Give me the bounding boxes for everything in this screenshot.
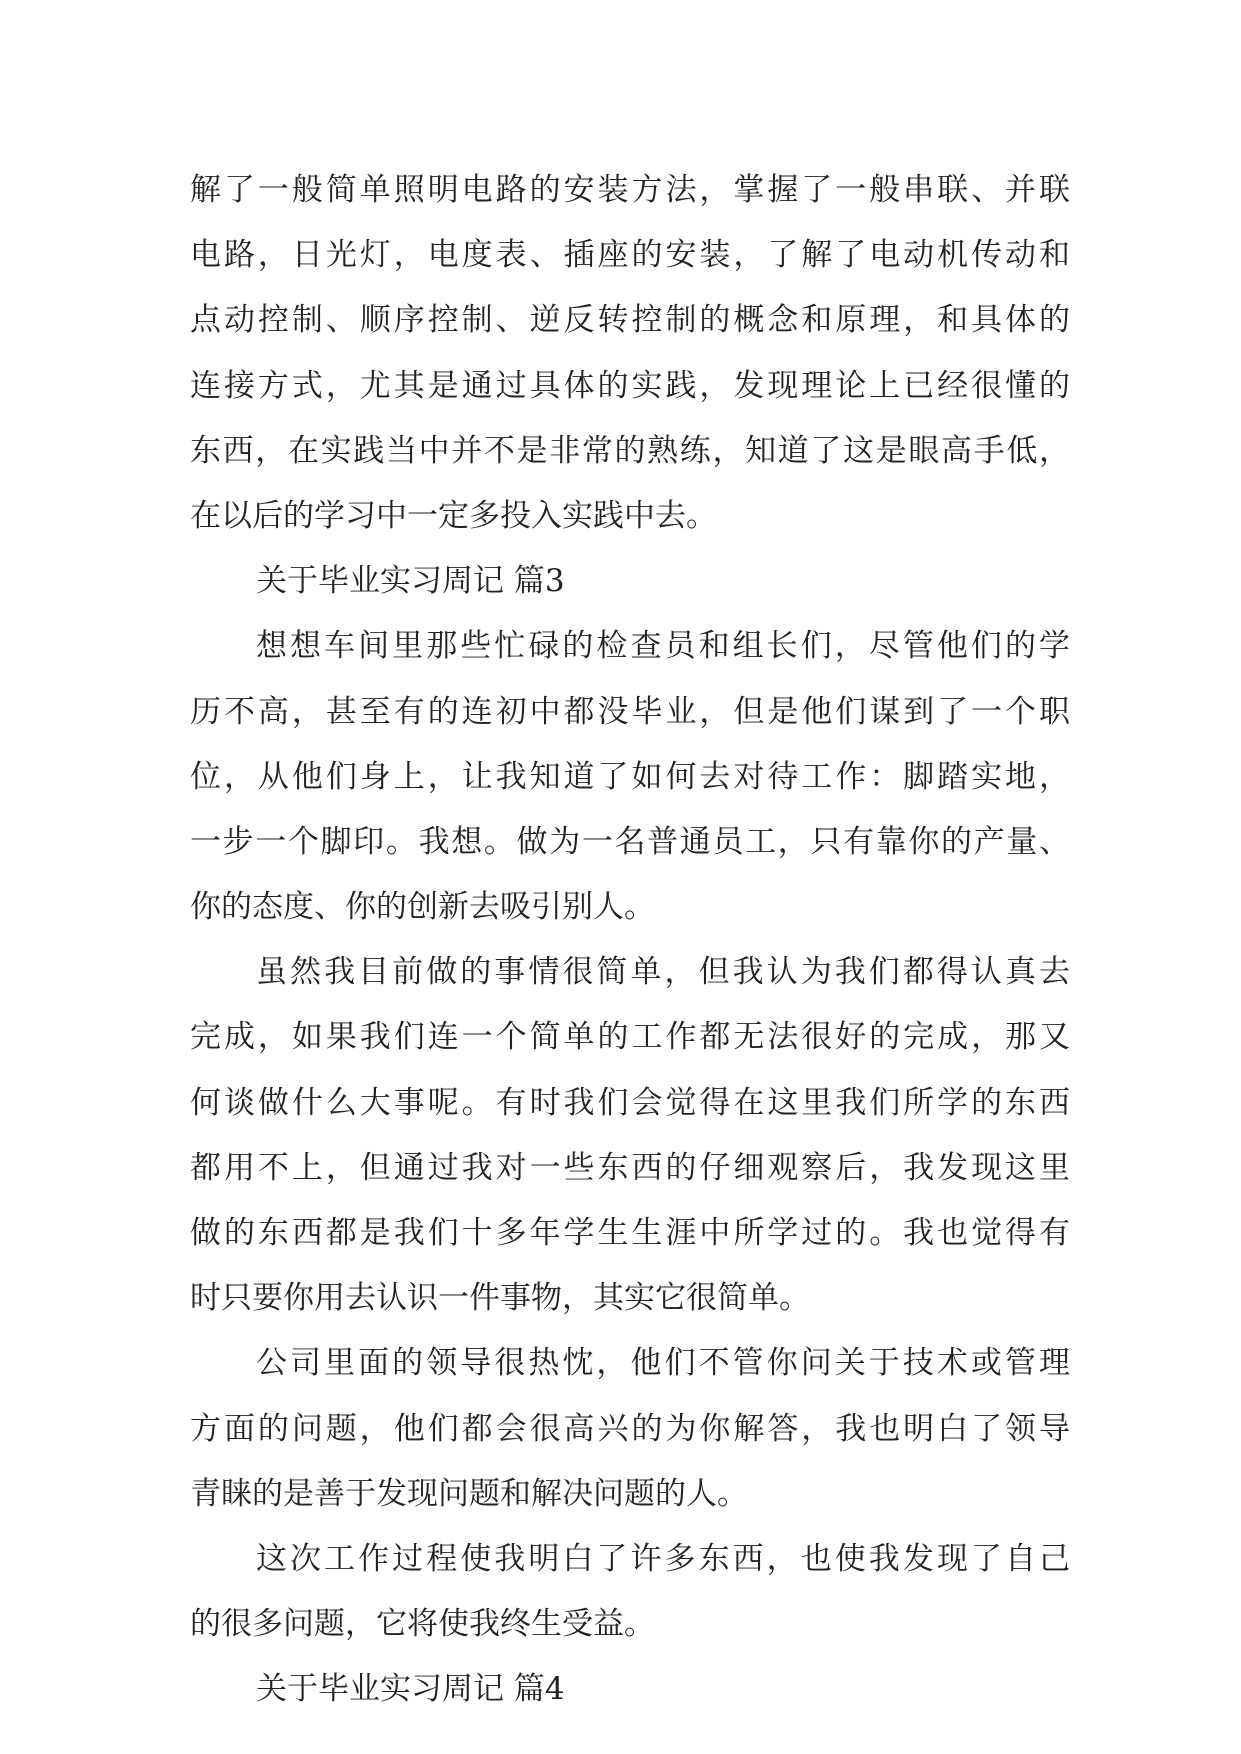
text-line: 连接方式，尤其是通过具体的实践，发现理论上已经很懂的 [190,367,1070,404]
text-line: 完成，如果我们连一个简单的工作都无法很好的完成，那又 [190,1019,1070,1056]
text-line: 的很多问题，它将使我终生受益。 [190,1606,655,1643]
text-line: 青睐的是善于发现问题和解决问题的人。 [190,1475,748,1512]
text-line: 东西，在实践当中并不是非常的熟练，知道了这是眼高手低， [190,432,1070,469]
text-line: 点动控制、顺序控制、逆反转控制的概念和原理，和具体的 [190,302,1070,339]
section-heading: 关于毕业实习周记 篇3 [256,563,565,600]
text-line: 在以后的学习中一定多投入实践中去。 [190,497,717,534]
text-line: 公司里面的领导很热忱，他们不管你问关于技术或管理 [256,1345,1070,1382]
text-line: 一步一个脚印。我想。做为一名普通员工，只有靠你的产量、 [190,823,1070,860]
text-line: 电路，日光灯，电度表、插座的安装，了解了电动机传动和 [190,237,1070,274]
document-body [190,158,1070,1723]
text-line: 历不高，甚至有的连初中都没毕业，但是他们谋到了一个职 [190,693,1070,730]
text-line: 都用不上，但通过我对一些东西的仔细观察后，我发现这里 [190,1149,1070,1186]
text-line: 想想车间里那些忙碌的检查员和组长们，尽管他们的学 [256,628,1070,665]
text-line: 做的东西都是我们十多年学生生涯中所学过的。我也觉得有 [190,1215,1070,1251]
text-line: 解了一般简单照明电路的安装方法，掌握了一般串联、并联 [190,172,1070,208]
text-line: 这次工作过程使我明白了许多东西，也使我发现了自己 [256,1540,1070,1577]
text-line: 虽然我目前做的事情很简单，但我认为我们都得认真去 [256,954,1070,991]
text-line: 时只要你用去认识一件事物，其实它很简单。 [190,1280,810,1317]
section-heading: 关于毕业实习周记 篇4 [256,1671,565,1708]
text-line: 你的态度、你的创新去吸引别人。 [190,889,655,926]
text-line: 方面的问题，他们都会很高兴的为你解答，我也明白了领导 [190,1410,1070,1447]
text-line: 何谈做什么大事呢。有时我们会觉得在这里我们所学的东西 [190,1084,1070,1121]
text-line: 位，从他们身上，让我知道了如何去对待工作：脚踏实地， [190,758,1070,795]
